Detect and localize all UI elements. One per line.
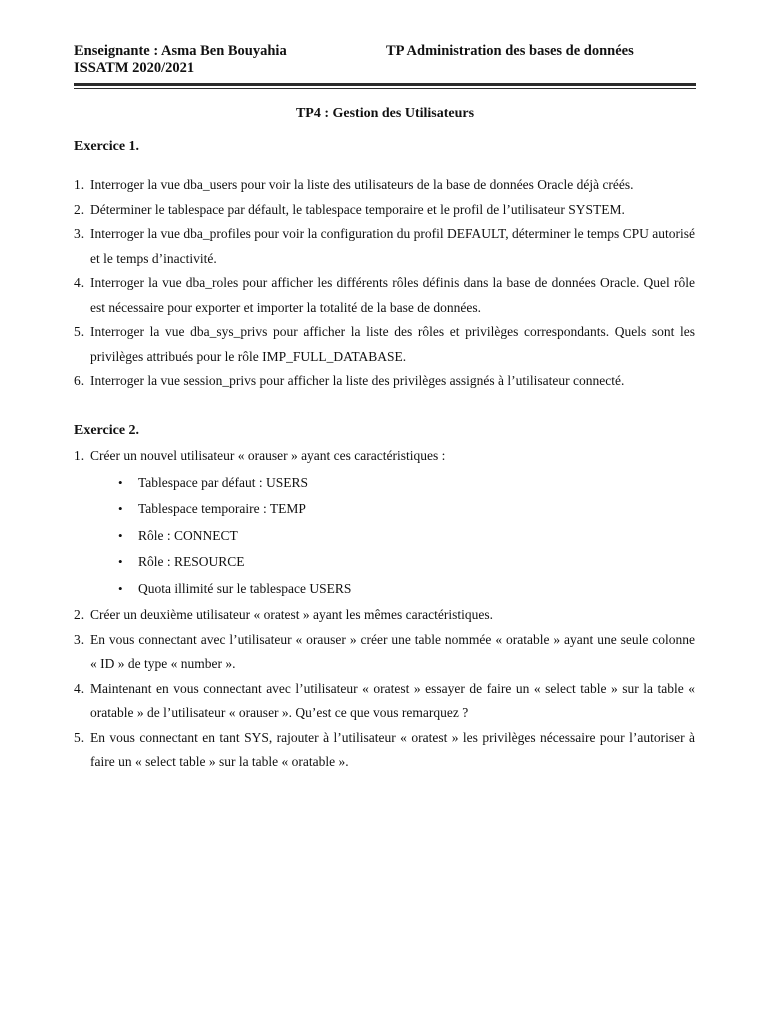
exercise-2-list bbox=[74, 444, 695, 775]
list-item bbox=[74, 628, 695, 677]
exercise-1-heading: Exercice 1. bbox=[74, 139, 140, 154]
list-item bbox=[74, 173, 695, 198]
bullet-text: Rôle : RESOURCE bbox=[138, 554, 245, 569]
item-number: 6. bbox=[74, 373, 85, 388]
page-title: TP4 : Gestion des Utilisateurs bbox=[295, 106, 475, 121]
list-item bbox=[74, 369, 695, 394]
bullet-text: Rôle : CONNECT bbox=[138, 527, 238, 543]
characteristics-list bbox=[90, 470, 695, 603]
item-number: 4. bbox=[74, 275, 85, 290]
bullet-item bbox=[90, 549, 695, 576]
item-text: En vous connectant avec l’utilisateur « orauser » créer une table nommée « oratable » ayant une seule colonne « ID » de type « number ». bbox=[90, 631, 695, 671]
list-item bbox=[74, 198, 695, 223]
item-number: 1. bbox=[74, 448, 85, 463]
list-item bbox=[74, 320, 695, 369]
list-item bbox=[74, 444, 695, 602]
item-number: 1. bbox=[74, 177, 85, 192]
item-number: 2. bbox=[74, 607, 85, 622]
item-text: Créer un nouvel utilisateur « orauser » ayant ces caractéristiques : bbox=[90, 448, 446, 463]
header-divider-thin bbox=[74, 88, 696, 89]
item-text: Maintenant en vous connectant avec l’utilisateur « oratest » essayer de faire un « select table » sur la table « oratable » de l’utilisateur « orauser ». Qu’est ce que vous remarquez ? bbox=[90, 680, 695, 720]
item-text: Interroger la vue dba_roles pour afficher les différents rôles définis dans la base de données Oracle. Quel rôle est nécessaire pour exporter et importer la totalité de la base de données. bbox=[90, 275, 695, 315]
item-text: Créer un deuxième utilisateur « oratest » ayant les mêmes caractéristiques. bbox=[90, 607, 493, 622]
item-number: 5. bbox=[74, 729, 85, 745]
bullet-icon: • bbox=[118, 474, 123, 490]
exercise-2-heading: Exercice 2. bbox=[74, 423, 140, 438]
item-text: Interroger la vue session_privs pour afficher la liste des privilèges assignés à l’utilisateur connecté. bbox=[90, 373, 625, 388]
header-school: ISSATM 2020/2021 bbox=[74, 60, 195, 76]
bullet-item bbox=[90, 576, 695, 603]
item-text: Interroger la vue dba_profiles pour voir la configuration du profil DEFAULT, déterminer le temps CPU autorisé et le temps d’inactivité. bbox=[90, 226, 695, 266]
item-number: 5. bbox=[74, 324, 85, 339]
item-number: 3. bbox=[74, 631, 85, 647]
bullet-item bbox=[90, 523, 695, 550]
list-item bbox=[74, 222, 695, 271]
exercise-1-list bbox=[74, 173, 695, 394]
header-course: TP Administration des bases de données bbox=[386, 43, 634, 59]
header-teacher: Enseignante : Asma Ben Bouyahia bbox=[74, 43, 287, 59]
list-item bbox=[74, 726, 695, 775]
list-item bbox=[74, 271, 695, 320]
bullet-icon: • bbox=[118, 501, 123, 516]
item-number: 4. bbox=[74, 680, 85, 696]
bullet-icon: • bbox=[118, 527, 123, 543]
list-item bbox=[74, 677, 695, 726]
bullet-text: Tablespace temporaire : TEMP bbox=[138, 501, 306, 516]
item-text: En vous connectant en tant SYS, rajouter à l’utilisateur « oratest » les privilèges nécessaire pour l’autoriser à faire un « select table » sur la table « oratable ». bbox=[90, 729, 695, 769]
bullet-item bbox=[90, 496, 695, 523]
header-divider-thick bbox=[74, 83, 696, 86]
item-number: 3. bbox=[74, 226, 85, 241]
item-text: Interroger la vue dba_sys_privs pour afficher la liste des rôles et privilèges correspondants. Quels sont les privilèges attribués pour le rôle IMP_FULL_DATABASE. bbox=[90, 324, 695, 364]
item-text: Déterminer le tablespace par défault, le tablespace temporaire et le profil de l’utilisateur SYSTEM. bbox=[90, 201, 625, 217]
bullet-icon: • bbox=[118, 554, 123, 569]
bullet-item bbox=[90, 470, 695, 497]
bullet-text: Tablespace par défaut : USERS bbox=[138, 474, 309, 490]
list-item bbox=[74, 603, 695, 628]
bullet-icon: • bbox=[118, 580, 123, 596]
bullet-text: Quota illimité sur le tablespace USERS bbox=[138, 580, 352, 596]
item-number: 2. bbox=[74, 201, 85, 217]
item-text: Interroger la vue dba_users pour voir la liste des utilisateurs de la base de données Oracle déjà créés. bbox=[90, 177, 634, 192]
